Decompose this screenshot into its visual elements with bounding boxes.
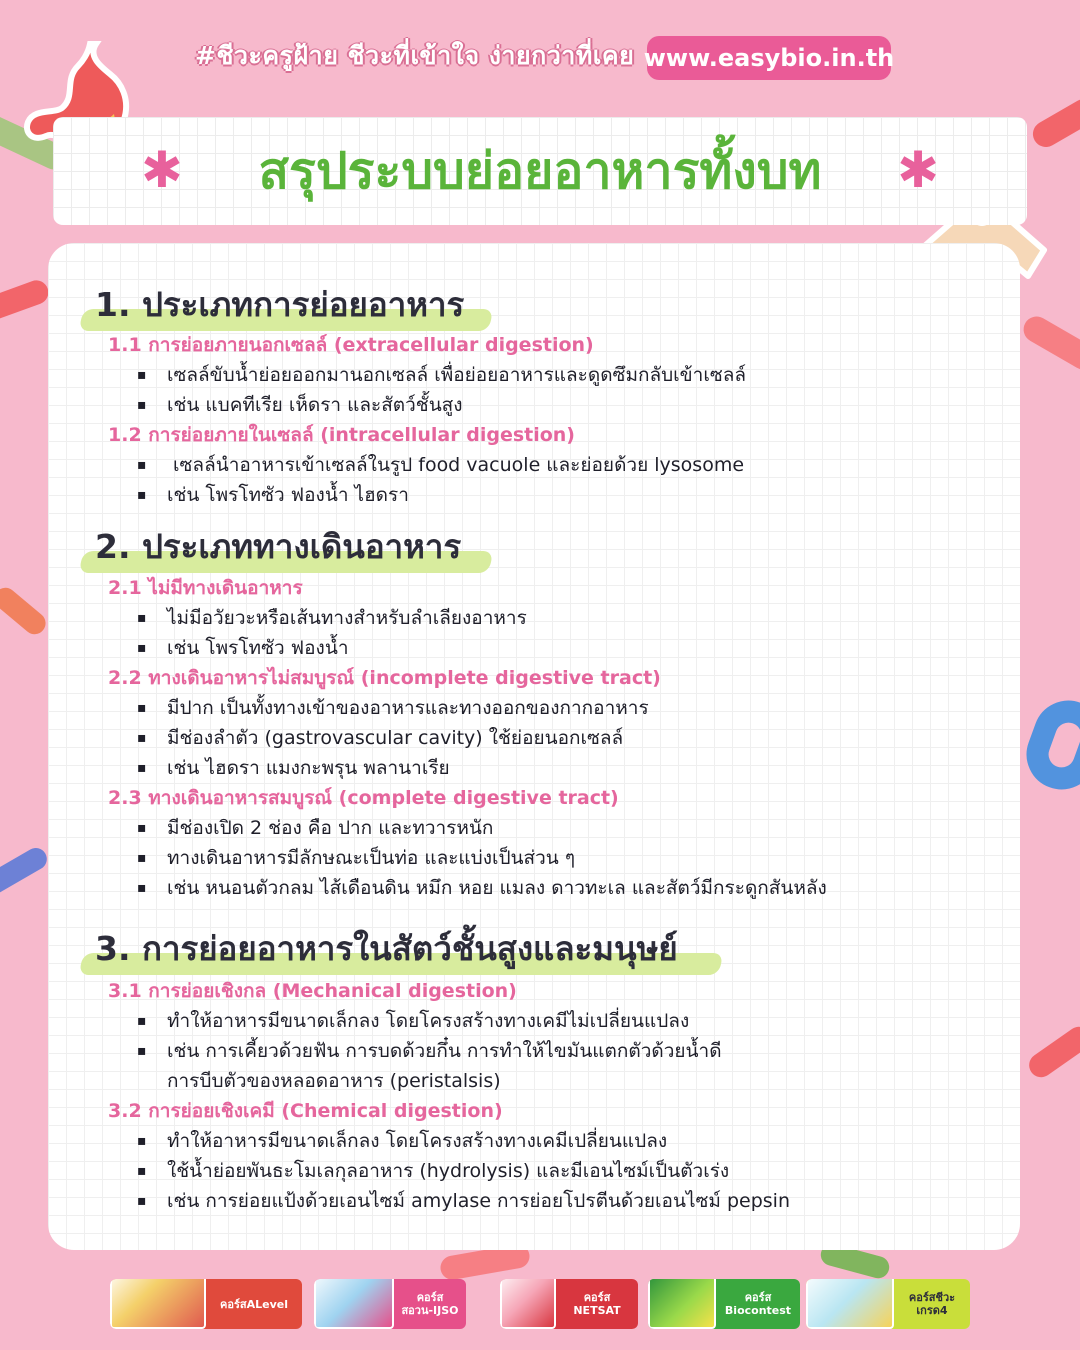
list-item: ▪ ไม่มีอวัยวะหรือเส้นทางสำหรับลำเลียงอาหาร [137,607,527,629]
course-book-image [314,1279,394,1329]
course-badge-label: คอร์สชีวะ เกรด4 [908,1291,956,1317]
course-badge-alevel[interactable] [110,1279,302,1329]
list-item: ▪ เช่น ไฮดรา แมงกะพรุน พลานาเรีย [137,757,450,779]
header-tagline: #ชีวะครูฝ้าย ชีวะที่เข้าใจ ง่ายกว่าที่เคย [195,41,635,70]
subsection-label: 1.2 การย่อยภายในเซลล์ (intracellular digestion) [108,424,575,446]
list-item-continuation: การบีบตัวของหลอดอาหาร (peristalsis) [167,1070,501,1092]
course-badge-label: คอร์ส สอวน-IJSO [401,1291,459,1317]
subsection-label: 3.2 การย่อยเชิงเคมี (Chemical digestion) [108,1100,503,1122]
list-item: ▪ มีช่องลำตัว (gastrovascular cavity) ใช้ย่อยนอกเซลล์ [137,727,624,749]
list-item: ▪ เช่น การเคี้ยวด้วยฟัน การบดด้วยกึ๋น การทำให้ไขมันแตกตัวด้วยน้ำดี [137,1040,722,1062]
page-title: สรุประบบย่อยอาหารทั้งบท [258,141,822,200]
bg-squiggle [0,844,51,898]
section-heading: 3. การย่อยอาหารในสัตว์ชั้นสูงและมนุษย์ [95,922,678,975]
bg-squiggle [1024,1022,1080,1082]
website-link[interactable]: www.easybio.in.th [647,36,891,80]
list-item: ▪ เช่น โพรโทซัว ฟองน้ำ ไฮดรา [137,484,409,506]
asterisk-icon: ✱ [897,141,939,199]
list-item: ▪ เช่น แบคทีเรีย เห็ดรา และสัตว์ชั้นสูง [137,394,463,416]
list-item: ▪ มีปาก เป็นทั้งทางเข้าของอาหารและทางออกของกากอาหาร [137,697,649,719]
list-item: ▪ เซลล์นำอาหารเข้าเซลล์ในรูป food vacuole และย่อยด้วย lysosome [137,454,745,476]
list-item: ▪ ทางเดินอาหารมีลักษณะเป็นท่อ และแบ่งเป็นส่วน ๆ [137,847,576,869]
course-book-image [806,1279,894,1329]
section-heading: 1. ประเภทการย่อยอาหาร [95,278,464,331]
list-item: ▪ มีช่องเปิด 2 ช่อง คือ ปาก และทวารหนัก [137,817,494,839]
subsection-label: 1.1 การย่อยภายนอกเซลล์ (extracellular digestion) [108,334,594,356]
course-badge-netsat[interactable] [500,1279,638,1329]
subsection-label: 3.1 การย่อยเชิงกล (Mechanical digestion) [108,980,517,1002]
bg-squiggle [0,277,52,327]
section-heading: 2. ประเภททางเดินอาหาร [95,520,461,573]
course-badge-label: คอร์ส Biocontest [724,1291,792,1317]
course-badge-label: คอร์ส NETSAT [573,1291,621,1317]
course-badge-grade4[interactable] [806,1279,970,1329]
list-item: ▪ เช่น โพรโทซัว ฟองน้ำ [137,637,349,659]
subsection-label: 2.2 ทางเดินอาหารไม่สมบูรณ์ (incomplete digestive tract) [108,667,661,689]
bg-squiggle [0,583,50,638]
course-book-image [648,1279,716,1329]
list-item: ▪ เซลล์ขับน้ำย่อยออกมานอกเซลล์ เพื่อย่อยอาหารและดูดซึมกลับเข้าเซลล์ [137,364,747,386]
bg-squiggle [1028,94,1080,152]
list-item: ▪ ทำให้อาหารมีขนาดเล็กลง โดยโครงสร้างทางเคมีเปลี่ยนแปลง [137,1130,668,1152]
subsection-label: 2.3 ทางเดินอาหารสมบูรณ์ (complete digestive tract) [108,787,619,809]
course-badge-biocontest[interactable] [648,1279,800,1329]
list-item: ▪ ทำให้อาหารมีขนาดเล็กลง โดยโครงสร้างทางเคมีไม่เปลี่ยนแปลง [137,1010,690,1032]
course-book-image [110,1279,206,1329]
course-book-image [500,1279,556,1329]
list-item: ▪ เช่น การย่อยแป้งด้วยเอนไซม์ amylase การย่อยโปรตีนด้วยเอนไซม์ pepsin [137,1190,790,1212]
course-badge-label: คอร์สALevel [220,1297,288,1311]
bg-squiggle [1017,691,1080,800]
subsection-label: 2.1 ไม่มีทางเดินอาหาร [108,577,303,599]
list-item: ▪ เช่น หนอนตัวกลม ไส้เดือนดิน หมึก หอย แมลง ดาวทะเล และสัตว์มีกระดูกสันหลัง [137,877,827,899]
list-item: ▪ ใช้น้ำย่อยพันธะโมเลกุลอาหาร (hydrolysis) และมีเอนไซม์เป็นตัวเร่ง [137,1160,730,1182]
title-card [53,117,1027,225]
course-badge-ijso[interactable] [314,1279,466,1329]
asterisk-icon: ✱ [141,141,183,199]
